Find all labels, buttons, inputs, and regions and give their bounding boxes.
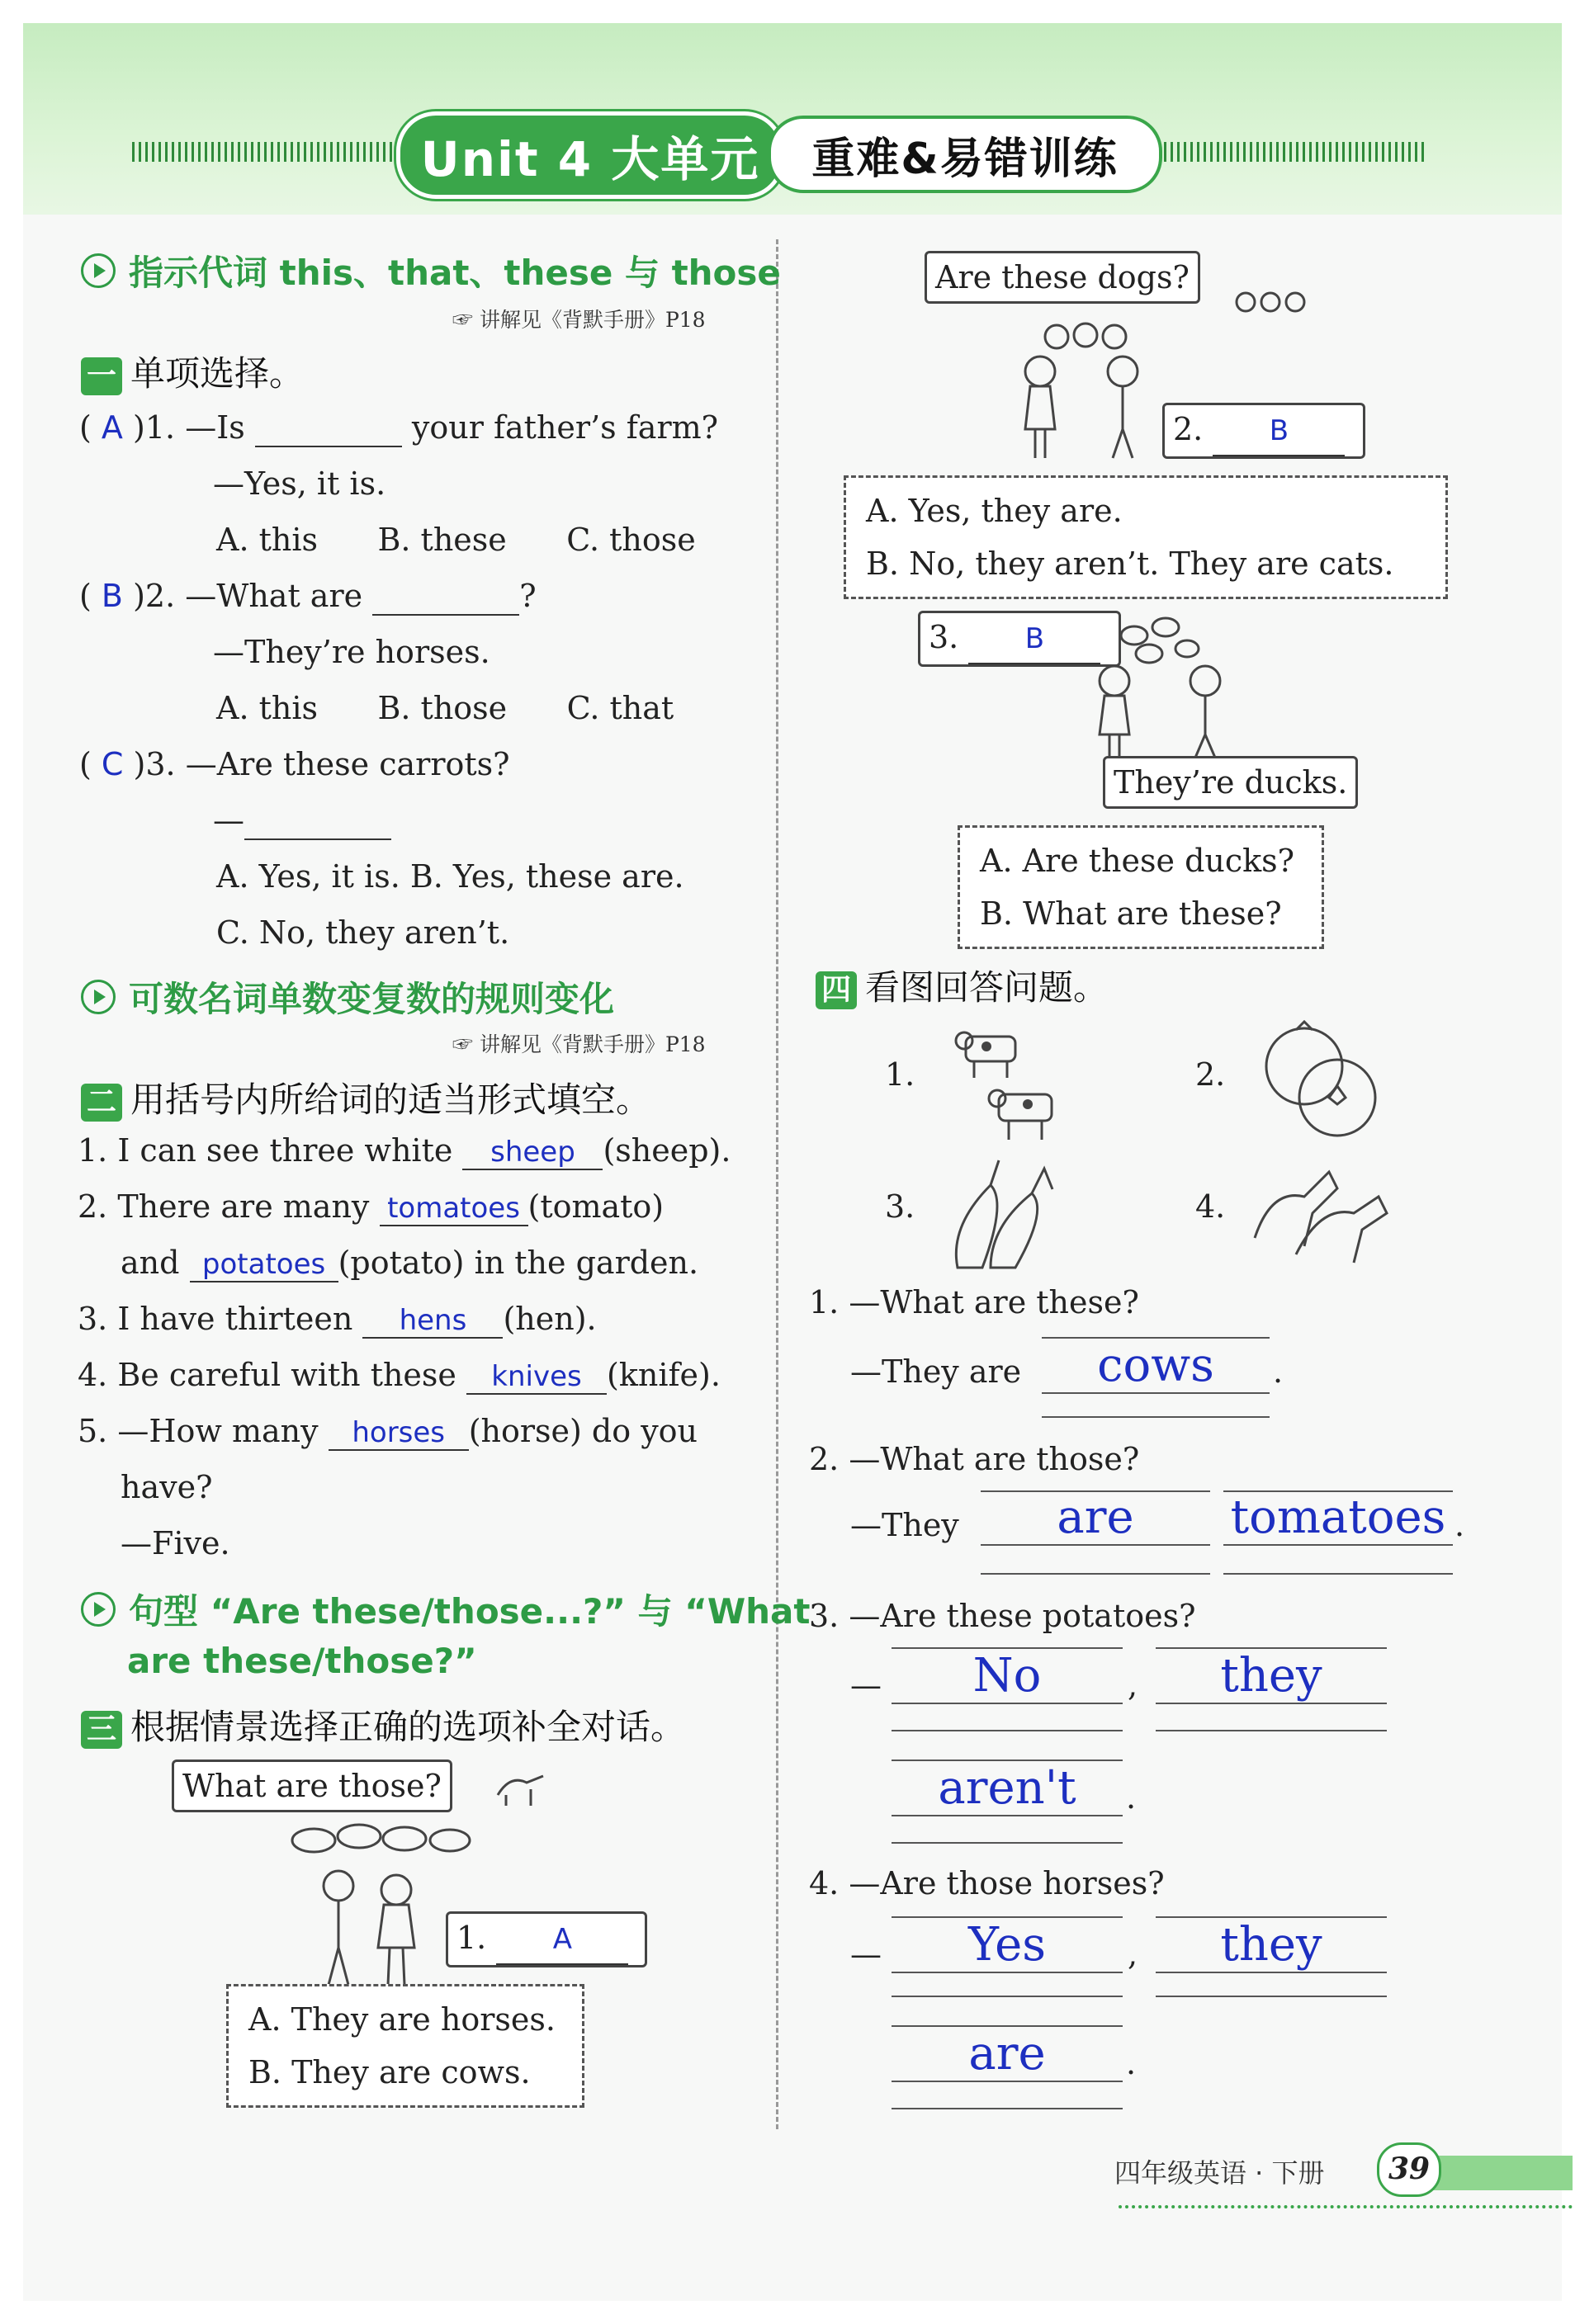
speech-bubble-2: Are these dogs?	[925, 251, 1200, 304]
page-title: 重难&易错训练	[768, 116, 1162, 193]
part-badge-4: 四	[816, 971, 857, 1009]
question-1: ( A )1. —Is your father’s farm?	[79, 409, 719, 446]
fill-3: 3. I have thirteen hens (hen).	[78, 1301, 597, 1337]
question-3-options-2: C. No, they aren’t.	[216, 914, 510, 951]
picture-label-3: 3.	[885, 1188, 915, 1225]
writing-line	[1223, 1573, 1453, 1575]
option-2b: B. No, they aren’t. They are cats.	[866, 546, 1394, 582]
part-badge-3: 三	[81, 1711, 122, 1749]
fill-5-line3: —Five.	[121, 1525, 230, 1561]
answer-q4-dash: —	[850, 1936, 882, 1972]
answer-q4-blank-c: are	[892, 2027, 1123, 2082]
question-1-options: A. this B. these C. those	[216, 522, 696, 558]
writing-line	[892, 1730, 1123, 1731]
header-hatch-left	[132, 142, 396, 162]
answer-q1-question: 1. —What are these?	[809, 1284, 1139, 1320]
fill-2: 2. There are many tomatoes (tomato)	[78, 1188, 665, 1225]
fill-4: 4. Be careful with these knives (knife).	[78, 1357, 721, 1393]
writing-line	[892, 2108, 1123, 2109]
answer-q2-response: —They	[850, 1507, 959, 1543]
options-box-3	[958, 825, 1324, 949]
answer-q3-question: 3. —Are these potatoes?	[809, 1598, 1196, 1634]
fill-1: 1. I can see three white sheep (sheep).	[78, 1132, 731, 1169]
header-hatch-right	[1164, 142, 1428, 162]
section-title-2: 可数名词单数变复数的规则变化	[81, 972, 614, 1022]
scene-3-illustration	[1090, 660, 1238, 759]
horses-picture	[1238, 1155, 1403, 1271]
tomatoes-picture	[1255, 1015, 1387, 1139]
unit-title: Unit 4 大单元	[396, 111, 784, 199]
answer-bubble-2: 2. B	[1162, 403, 1365, 459]
answer-q4-comma: ,	[1128, 1936, 1138, 1972]
options-box-2	[844, 475, 1448, 599]
part-4-title: 四 看图回答问题。	[816, 961, 1108, 1010]
fill-2b: and potatoes (potato) in the garden.	[121, 1245, 699, 1281]
footer-bar	[1432, 2156, 1573, 2190]
book-label: 四年级英语 · 下册	[1114, 2157, 1325, 2189]
part-3-title: 三 根据情景选择正确的选项补全对话。	[81, 1700, 685, 1750]
cats-thumbnail-icon	[1233, 284, 1308, 320]
answer-q2-blank-a: are	[981, 1490, 1210, 1546]
answer-q3: C	[101, 746, 124, 782]
reference-note-1: ☞ 讲解见《背默手册》P18	[452, 308, 706, 332]
option-3b: B. What are these?	[980, 895, 1282, 932]
question-3-dash: —	[213, 802, 391, 840]
scene-1-illustration	[281, 1807, 479, 1997]
answer-q3-period: .	[1126, 1779, 1137, 1816]
question-2-reply: —They’re horses.	[213, 634, 490, 670]
picture-label-4: 4.	[1195, 1188, 1226, 1225]
option-1a: A. They are horses.	[248, 2001, 556, 2038]
picture-label-1: 1.	[885, 1056, 915, 1093]
answer-q3-blank-a: No	[892, 1649, 1123, 1704]
fill-5-line2: have?	[121, 1469, 213, 1505]
writing-line	[892, 1842, 1123, 1844]
footer-dotted-line	[1119, 2205, 1573, 2208]
writing-line	[1042, 1416, 1270, 1418]
question-1-reply: —Yes, it is.	[213, 465, 386, 502]
answer-q4-question: 4. —Are those horses?	[809, 1865, 1165, 1901]
answer-q3-dash: —	[850, 1667, 882, 1703]
answer-q3-blank-b: they	[1156, 1649, 1387, 1704]
play-icon	[81, 253, 116, 288]
section-title-3: 句型 “Are these/those...?” 与 “What	[81, 1585, 810, 1634]
horses-thumbnail-icon	[494, 1766, 551, 1807]
answer-q4-blank-a: Yes	[892, 1918, 1123, 1973]
writing-line	[981, 1573, 1210, 1575]
question-3-options-1: A. Yes, it is. B. Yes, these are.	[216, 858, 684, 895]
play-icon	[81, 980, 116, 1014]
answer-bubble-3: 3. B	[918, 611, 1121, 667]
option-1b: B. They are cows.	[248, 2054, 531, 2090]
scene-2-illustration	[1015, 314, 1156, 462]
question-2: ( B )2. —What are ?	[79, 578, 537, 614]
picture-label-2: 2.	[1195, 1056, 1226, 1093]
cows-picture	[949, 1020, 1065, 1144]
question-3: ( C )3. —Are these carrots?	[79, 746, 510, 782]
answer-q1-period: .	[1273, 1353, 1284, 1390]
answer-q2-period: .	[1454, 1507, 1465, 1543]
speech-bubble-3: They’re ducks.	[1103, 756, 1358, 809]
writing-line	[1156, 1730, 1387, 1731]
option-2a: A. Yes, they are.	[866, 493, 1123, 529]
answer-q2-blank-b: tomatoes	[1223, 1490, 1453, 1546]
part-badge-2: 二	[81, 1084, 122, 1122]
answer-q4-period: .	[1126, 2045, 1137, 2081]
part-badge-1: 一	[81, 357, 122, 395]
page-number: 39	[1377, 2142, 1441, 2197]
writing-line	[1156, 1996, 1387, 1997]
answer-q1-response: —They are	[850, 1353, 1022, 1390]
answer-q3-comma: ,	[1128, 1667, 1138, 1703]
answer-q1: A	[101, 409, 123, 446]
speech-bubble-1: What are those?	[172, 1760, 452, 1812]
part-2-title: 二 用括号内所给词的适当形式填空。	[81, 1073, 650, 1122]
column-divider	[776, 239, 778, 2129]
carrots-picture	[941, 1152, 1073, 1276]
play-icon	[81, 1592, 116, 1627]
answer-q2-question: 2. —What are those?	[809, 1441, 1140, 1477]
question-2-options: A. this B. those C. that	[216, 690, 674, 726]
answer-bubble-1: 1. A	[446, 1911, 647, 1967]
reference-note-2: ☞ 讲解见《背默手册》P18	[452, 1032, 706, 1056]
answer-q2: B	[101, 578, 123, 614]
answer-q3-blank-c: aren't	[892, 1761, 1123, 1816]
part-1-title: 一 单项选择。	[81, 347, 304, 396]
answer-q4-blank-b: they	[1156, 1918, 1387, 1973]
section-title-3-line2: are these/those?”	[127, 1641, 477, 1681]
writing-line	[892, 1996, 1123, 1997]
answer-q1-blank: cows	[1042, 1339, 1270, 1394]
option-3a: A. Are these ducks?	[980, 843, 1295, 879]
options-box-1	[226, 1984, 584, 2108]
fill-5: 5. —How many horses (horse) do you	[78, 1413, 698, 1449]
section-title-1: 指示代词 this、that、these 与 those	[81, 246, 781, 295]
